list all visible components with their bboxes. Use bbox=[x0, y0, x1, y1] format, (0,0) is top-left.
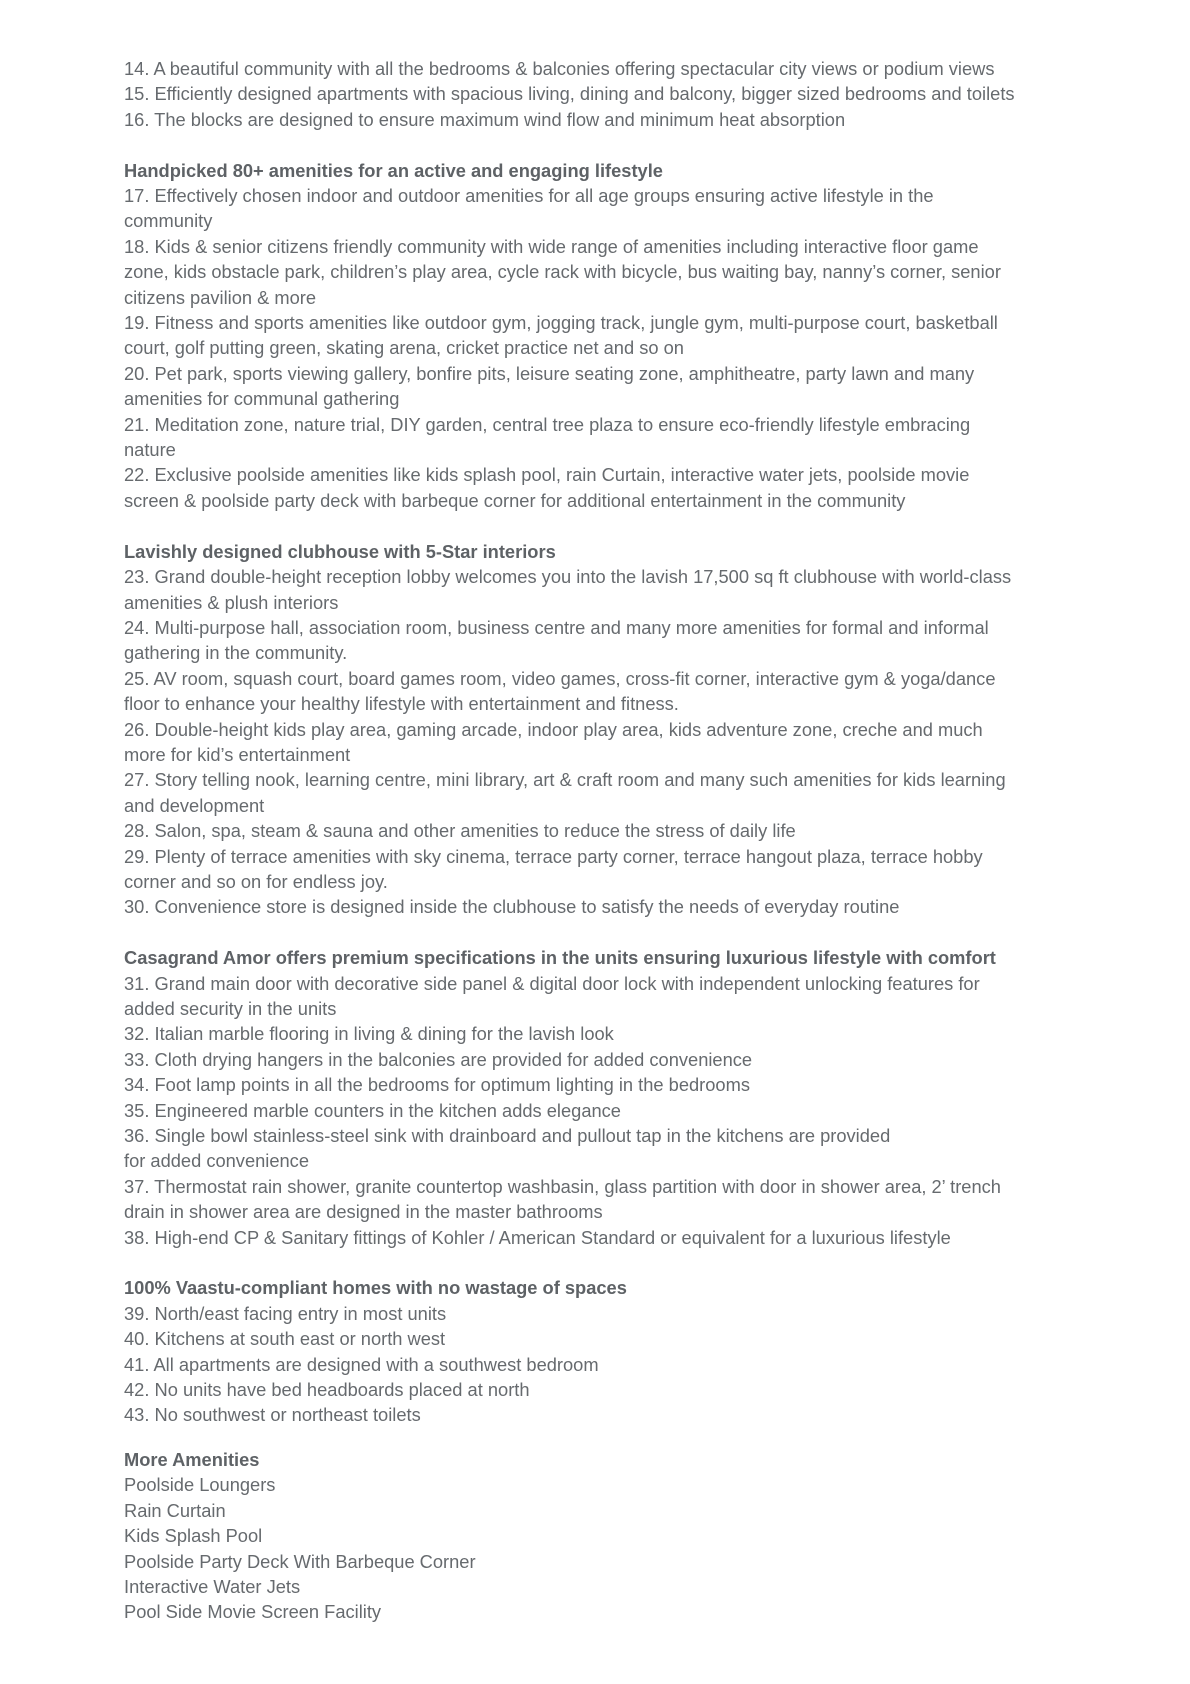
list-item-line: 20. Pet park, sports viewing gallery, bonfire pits, leisure seating zone, amphitheatre, party lawn and many bbox=[124, 362, 975, 384]
list-item-line: floor to enhance your healthy lifestyle with entertainment and fitness. bbox=[124, 693, 679, 715]
list-item: Pool Side Movie Screen Facility bbox=[124, 1601, 382, 1623]
list-item bbox=[124, 1225, 1074, 1250]
list-item bbox=[124, 183, 1074, 234]
list-item-line: 33. Cloth drying hangers in the balconies are provided for added convenience bbox=[124, 1048, 753, 1070]
list-item bbox=[124, 564, 1074, 615]
clubhouse-section bbox=[124, 539, 1074, 920]
list-item-line: zone, kids obstacle park, children’s play area, cycle rack with bicycle, bus waiting bay, nanny’s corner, senior bbox=[124, 261, 1001, 283]
list-item: Poolside Party Deck With Barbeque Corner bbox=[124, 1550, 476, 1572]
intro-list bbox=[124, 56, 1074, 132]
list-item-line: more for kid’s entertainment bbox=[124, 743, 351, 765]
specifications-section bbox=[124, 945, 1074, 1250]
list-item-line: 24. Multi-purpose hall, association room, business centre and many more amenities for formal and informal bbox=[124, 616, 989, 638]
list-item: 15. Efficiently designed apartments with spacious living, dining and balcony, bigger sized bedrooms and toilets bbox=[124, 83, 1015, 105]
list-item-line: 31. Grand main door with decorative side panel & digital door lock with independent unlocking features for bbox=[124, 972, 980, 994]
list-item-line: 35. Engineered marble counters in the kitchen adds elegance bbox=[124, 1099, 621, 1121]
list-item-line: 19. Fitness and sports amenities like outdoor gym, jogging track, jungle gym, multi-purpose court, basketball bbox=[124, 312, 998, 334]
list-item-line: 18. Kids & senior citizens friendly community with wide range of amenities including interactive floor game bbox=[124, 235, 979, 257]
amenities-section bbox=[124, 158, 1074, 514]
list-item-line: 32. Italian marble flooring in living & dining for the lavish look bbox=[124, 1023, 614, 1045]
list-item-line: amenities & plush interiors bbox=[124, 591, 339, 613]
list-item bbox=[124, 615, 1074, 666]
list-item: 14. A beautiful community with all the bedrooms & balconies offering spectacular city views or podium views bbox=[124, 58, 995, 79]
list-item-line: 28. Salon, spa, steam & sauna and other amenities to reduce the stress of daily life bbox=[124, 820, 796, 842]
list-item-line: 17. Effectively chosen indoor and outdoor amenities for all age groups ensuring active lifestyle in the bbox=[124, 185, 934, 207]
list-item bbox=[124, 1021, 1074, 1046]
list-item bbox=[124, 818, 1074, 843]
list-item-line: 29. Plenty of terrace amenities with sky cinema, terrace party corner, terrace hangout plaza, terrace hobby bbox=[124, 845, 983, 867]
list-item bbox=[124, 717, 1074, 768]
list-item-line: nature bbox=[124, 439, 176, 461]
section-heading: 100% Vaastu-compliant homes with no wastage of spaces bbox=[124, 1277, 627, 1299]
list-item-line: 34. Foot lamp points in all the bedrooms for optimum lighting in the bedrooms bbox=[124, 1074, 750, 1096]
list-item bbox=[124, 1047, 1074, 1072]
list-item-line: 23. Grand double-height reception lobby welcomes you into the lavish 17,500 sq ft clubhouse with world-class bbox=[124, 566, 1012, 588]
list-item-line: for added convenience bbox=[124, 1150, 309, 1172]
list-item: Rain Curtain bbox=[124, 1499, 226, 1521]
list-item-line: gathering in the community. bbox=[124, 642, 348, 664]
list-item: 41. All apartments are designed with a southwest bedroom bbox=[124, 1353, 599, 1375]
list-item-line: 21. Meditation zone, nature trial, DIY garden, central tree plaza to ensure eco-friendly lifestyle embracing bbox=[124, 413, 971, 435]
list-item: Kids Splash Pool bbox=[124, 1525, 263, 1547]
list-item-line: community bbox=[124, 210, 213, 232]
list-item-line: 36. Single bowl stainless-steel sink with drainboard and pullout tap in the kitchens are provided bbox=[124, 1125, 891, 1147]
list-item bbox=[124, 361, 1074, 412]
list-item-line: amenities for communal gathering bbox=[124, 388, 400, 410]
section-heading: Handpicked 80+ amenities for an active and engaging lifestyle bbox=[124, 159, 663, 181]
list-item: Interactive Water Jets bbox=[124, 1575, 301, 1597]
list-item bbox=[124, 767, 1074, 818]
more-amenities-section bbox=[124, 1447, 1074, 1625]
list-item bbox=[124, 310, 1074, 361]
list-item: Poolside Loungers bbox=[124, 1474, 276, 1496]
document-page bbox=[124, 56, 1074, 1625]
list-item: 16. The blocks are designed to ensure maximum wind flow and minimum heat absorption bbox=[124, 108, 846, 130]
list-item: 39. North/east facing entry in most units bbox=[124, 1302, 447, 1324]
list-item: 42. No units have bed headboards placed at north bbox=[124, 1379, 530, 1401]
list-item-line: 30. Convenience store is designed inside the clubhouse to satisfy the needs of everyday routine bbox=[124, 896, 900, 918]
vaastu-section bbox=[124, 1275, 1074, 1427]
list-item-line: drain in shower area are designed in the master bathrooms bbox=[124, 1201, 603, 1223]
list-item: 43. No southwest or northeast toilets bbox=[124, 1404, 421, 1426]
list-item bbox=[124, 1174, 1074, 1225]
list-item bbox=[124, 844, 1074, 895]
list-item: 40. Kitchens at south east or north west bbox=[124, 1328, 446, 1350]
list-item bbox=[124, 1123, 1074, 1174]
list-item bbox=[124, 666, 1074, 717]
list-item-line: screen & poolside party deck with barbeque corner for additional entertainment in the community bbox=[124, 489, 906, 511]
list-item-line: 26. Double-height kids play area, gaming arcade, indoor play area, kids adventure zone, creche and much bbox=[124, 718, 983, 740]
list-item-line: added security in the units bbox=[124, 997, 337, 1019]
list-item-line: 25. AV room, squash court, board games room, video games, cross-fit corner, interactive gym & yoga/dance bbox=[124, 667, 996, 689]
list-item-line: citizens pavilion & more bbox=[124, 286, 317, 308]
section-heading: Casagrand Amor offers premium specifications in the units ensuring luxurious lifestyle with comfort bbox=[124, 947, 996, 969]
list-item-line: 37. Thermostat rain shower, granite countertop washbasin, glass partition with door in shower area, 2’ trench bbox=[124, 1175, 1001, 1197]
list-item-line: and development bbox=[124, 794, 265, 816]
list-item bbox=[124, 1098, 1074, 1123]
list-item bbox=[124, 894, 1074, 919]
list-item-line: 27. Story telling nook, learning centre, mini library, art & craft room and many such amenities for kids learning bbox=[124, 769, 1006, 791]
list-item bbox=[124, 462, 1074, 513]
section-heading: More Amenities bbox=[124, 1448, 260, 1470]
list-item bbox=[124, 234, 1074, 310]
list-item-line: court, golf putting green, skating arena, cricket practice net and so on bbox=[124, 337, 684, 359]
list-item bbox=[124, 412, 1074, 463]
list-item bbox=[124, 971, 1074, 1022]
list-item-line: corner and so on for endless joy. bbox=[124, 870, 388, 892]
section-heading: Lavishly designed clubhouse with 5-Star interiors bbox=[124, 540, 556, 562]
list-item-line: 22. Exclusive poolside amenities like kids splash pool, rain Curtain, interactive water jets, poolside movie bbox=[124, 464, 970, 486]
list-item-line: 38. High-end CP & Sanitary fittings of Kohler / American Standard or equivalent for a luxurious lifestyle bbox=[124, 1226, 951, 1248]
list-item bbox=[124, 1072, 1074, 1097]
